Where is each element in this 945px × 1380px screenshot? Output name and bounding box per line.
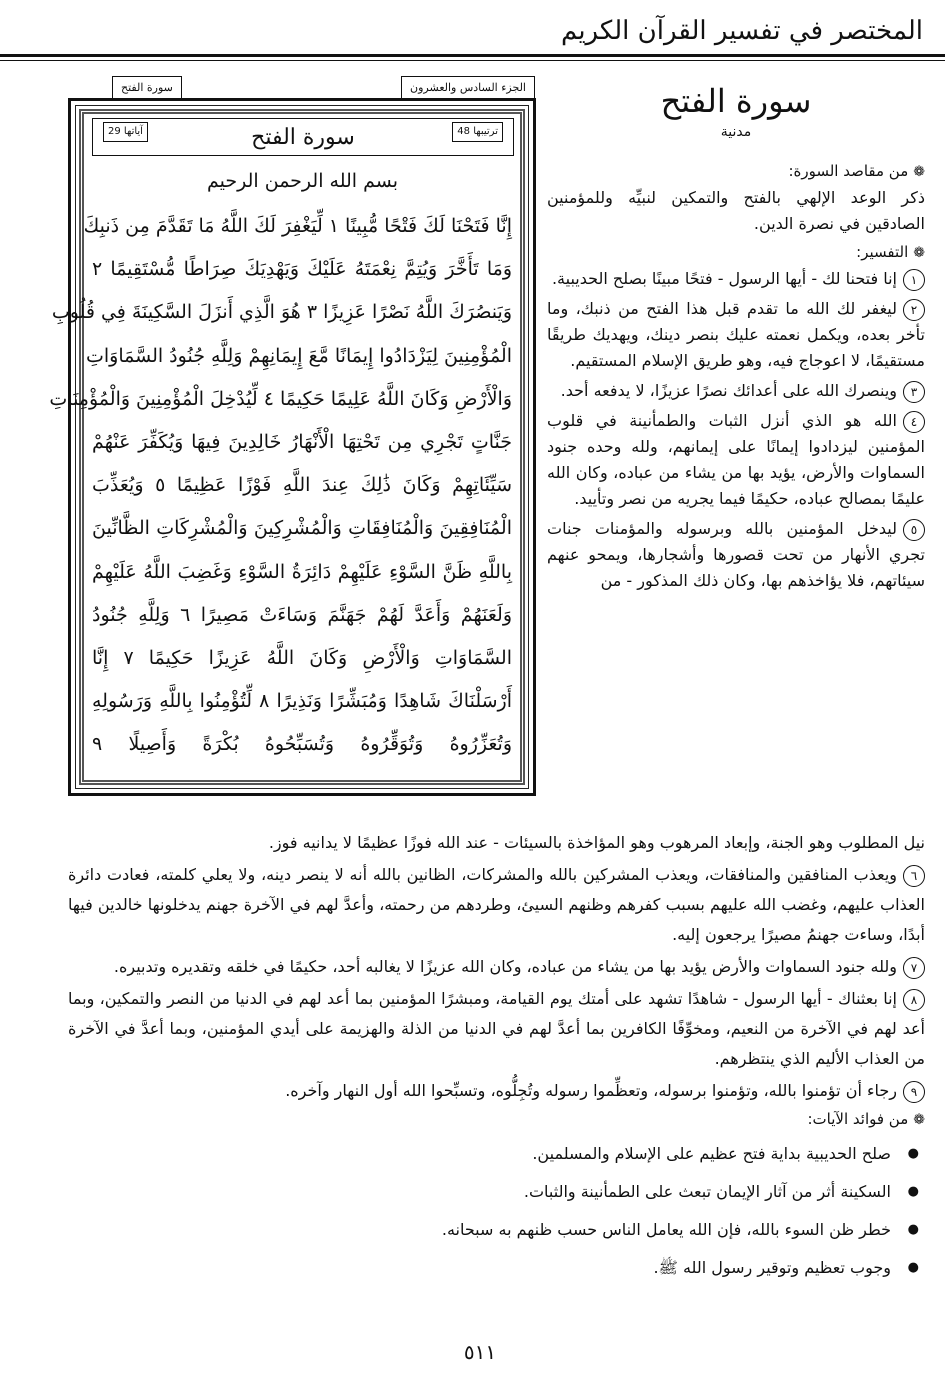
flower-icon: ❁ — [913, 245, 925, 261]
ayah-number: ١ — [903, 269, 925, 291]
tafsir-item — [68, 1076, 925, 1106]
ayah-line: جَنَّاتٍ تَجْرِي مِن تَحْتِهَا الْأَنْهَارُ خَالِدِينَ فِيهَا وَيُكَفِّرَ عَنْهُمْ — [92, 431, 512, 454]
ayah-number: ٧ — [903, 957, 925, 979]
tafsir-item — [68, 952, 925, 982]
list-item: ● السكينة أثر من آثار الإيمان تبعث على الطمأنينة والثبات. — [68, 1177, 925, 1207]
tafsir-item — [547, 408, 925, 512]
ayah-number: ٦ — [903, 865, 925, 887]
flower-icon: ❁ — [913, 1112, 925, 1128]
ayah-line: إِنَّا فَتَحْنَا لَكَ فَتْحًا مُّبِينًا ١ لِّيَغْفِرَ لَكَ اللَّهُ مَا تَقَدَّمَ مِن ذَنبِكَ — [83, 215, 512, 237]
ayah-line: بِاللَّهِ ظَنَّ السَّوْءِ عَلَيْهِمْ دَائِرَةُ السَّوْءِ وَغَضِبَ اللَّهُ عَلَيْهِمْ — [92, 560, 512, 583]
header-rule-thin — [0, 60, 945, 61]
ayah-line: سَيِّئَاتِهِمْ وَكَانَ ذَٰلِكَ عِندَ اللَّهِ فَوْزًا عَظِيمًا ٥ وَيُعَذِّبَ — [92, 474, 512, 497]
tafsir-text: ليدخل المؤمنين بالله وبرسوله والمؤمنات جنات تجري الأنهار من تحت قصورها وأشجارها، ويمحو عنهم سيئاتهم، فلا يؤاخذهم بها، وكان ذلك المذكور - من — [547, 519, 925, 590]
quran-text — [49, 205, 512, 767]
ayah-number: ٢ — [903, 299, 925, 321]
tafsir-item — [68, 860, 925, 950]
tafsir-item — [68, 828, 925, 858]
tafsir-heading — [547, 241, 925, 264]
tafsir-text: الله هو الذي أنزل الثبات والطمأنينة في قلوب المؤمنين ليزدادوا إيمانًا على إيمانهم، ولله وحده جنود السماوات والأرض، يؤيد بها من يشاء من عباده، وكان الله عليمًا بمصالح عباده، حكيمًا فيما يجريه من نصر وتأييد. — [547, 411, 925, 508]
surah-header-band — [92, 118, 514, 156]
ayah-number: ٣ — [903, 381, 925, 403]
purposes-heading-text: من مقاصد السورة: — [788, 162, 909, 180]
surah-title: سورة الفتح — [660, 82, 812, 120]
tafsir-item — [547, 516, 925, 594]
list-item: ● خطر ظن السوء بالله، فإن الله يعامل الناس حسب ظنهم به سبحانه. — [68, 1215, 925, 1245]
list-item: ● وجوب تعظيم وتوقير رسول الله ﷺ. — [68, 1253, 925, 1283]
benefits-list — [68, 1139, 925, 1283]
ayah-line: وَيَنصُرَكَ اللَّهُ نَصْرًا عَزِيزًا ٣ هُوَ الَّذِي أَنزَلَ السَّكِينَةَ فِي قُلُوبِ — [51, 301, 512, 324]
tafsir-text: وينصرك الله على أعدائك نصرًا عزيزًا، لا يدفعه أحد. — [560, 381, 897, 400]
flower-icon: ❁ — [913, 164, 925, 180]
list-item: ● صلح الحديبية بداية فتح عظيم على الإسلام والمسلمين. — [68, 1139, 925, 1169]
page-header — [0, 0, 945, 70]
ayah-number: ٨ — [903, 989, 925, 1011]
surah-label: سورة الفتح — [112, 76, 182, 100]
tafsir-text: ويعذب المنافقين والمنافقات، ويعذب المشركين بالله والمشركات، الظانين بالله أنه لا ينصر دينه، ولا يعلي كلمته، فعادت دائرة العذاب عليهم، وغضب الله عليهم بسبب كفرهم وظنهم السيئ، وطردهم من رحمته، وأعدَّ لهم في الآخرة جهنم يدخلونها خالدين فيها أبدًا، وساءت جهنمُ مصيرًا يرجعون إليه. — [68, 865, 925, 944]
benefits-heading-text: من فوائد الآيات: — [807, 1110, 909, 1128]
surah-type: مدنية — [720, 124, 752, 140]
ayah-number: ٤ — [903, 411, 925, 433]
page-number: ٥١١ — [463, 1340, 497, 1364]
tafsir-text: نيل المطلوب وهو الجنة، وإبعاد المرهوب وهو المؤاخذة بالسيئات - عند الله فوزًا عظيمًا لا يدانيه فوز. — [268, 833, 925, 852]
ayah-line: السَّمَاوَاتِ وَالْأَرْضِ وَكَانَ اللَّهُ عَزِيزًا حَكِيمًا ٧ إِنَّا — [92, 647, 512, 670]
ayah-number: ٥ — [903, 519, 925, 541]
ayah-line: وَلَعَنَهُمْ وَأَعَدَّ لَهُمْ جَهَنَّمَ وَسَاءَتْ مَصِيرًا ٦ وَلِلَّهِ جُنُودُ — [92, 603, 512, 626]
ayah-line: وَتُعَزِّرُوهُ وَتُوَقِّرُوهُ وَتُسَبِّحُوهُ بُكْرَةً وَأَصِيلًا ٩ — [92, 733, 512, 756]
ayah-line: الْمُؤْمِنِينَ لِيَزْدَادُوا إِيمَانًا مَّعَ إِيمَانِهِمْ وَلِلَّهِ جُنُودُ السَّمَاوَاتِ — [86, 344, 512, 367]
ayah-line: الْمُنَافِقِينَ وَالْمُنَافِقَاتِ وَالْمُشْرِكِينَ وَالْمُشْرِكَاتِ الظَّانِّينَ — [92, 517, 512, 540]
tafsir-text: ليغفر لك الله ما تقدم قبل هذا الفتح من ذنبك، وما تأخر بعده، ويكمل نعمته عليك بنصر دينك، ويهديك طريقًا مستقيمًا، لا اعوجاج فيه، وهو طريق الإسلام المستقيم. — [547, 299, 925, 370]
surah-name: سورة الفتح — [251, 124, 355, 150]
tafsir-text: إنا فتحنا لك - أيها الرسول - فتحًا مبينًا بصلح الحديبية. — [551, 269, 897, 288]
benefits-heading — [68, 1108, 925, 1131]
tafsir-continuation — [68, 828, 925, 1291]
ayah-line: وَمَا تَأَخَّرَ وَيُتِمَّ نِعْمَتَهُ عَلَيْكَ وَيَهْدِيَكَ صِرَاطًا مُّسْتَقِيمًا ٢ — [92, 258, 512, 281]
book-title: المختصر في تفسير القرآن الكريم — [561, 16, 923, 46]
ayah-line: وَالْأَرْضِ وَكَانَ اللَّهُ عَلِيمًا حَكِيمًا ٤ لِّيُدْخِلَ الْمُؤْمِنِينَ وَالْمُؤْمِنَاتِ — [49, 387, 512, 410]
tafsir-item — [68, 984, 925, 1074]
tafsir-item — [547, 296, 925, 374]
ayat-count-label: آياتها 29 — [103, 122, 148, 142]
header-rule — [0, 54, 945, 57]
intro-column — [547, 80, 925, 598]
tafsir-heading-text: التفسير: — [856, 243, 909, 261]
purposes-text: ذكر الوعد الإلهي بالفتح والتمكين لنبيِّه وللمؤمنين الصادقين في نصرة الدين. — [547, 188, 925, 233]
ayah-line: أَرْسَلْنَاكَ شَاهِدًا وَمُبَشِّرًا وَنَذِيرًا ٨ لِّتُؤْمِنُوا بِاللَّهِ وَرَسُولِهِ — [92, 690, 512, 713]
tafsir-text: رجاء أن تؤمنوا بالله، وتؤمنوا برسوله، وتعظِّموا رسوله وتُجِلُّوه، وتسبِّحوا الله أول النهار وآخره. — [285, 1081, 897, 1100]
order-label: ترتيبها 48 — [452, 122, 503, 142]
basmala: بسم الله الرحمن الرحيم — [207, 170, 398, 192]
tafsir-text: ولله جنود السماوات والأرض يؤيد بها من يشاء من عباده، وكان الله عزيزًا لا يغالبه أحد، حكيمًا في خلقه وتقديره وتدبيره. — [113, 957, 897, 976]
ayah-number: ٩ — [903, 1081, 925, 1103]
tafsir-text: إنا بعثناك - أيها الرسول - شاهدًا تشهد على أمتك يوم القيامة، ومبشرًا المؤمنين بما أعد لهم في الدنيا من النصر والتمكين، وبما أعد لهم في الآخرة من النعيم، ومخوِّفًا الكافرين بما أعدَّ لهم في الدنيا من الذلة والهزيمة على أيدي المؤمنين، وبما أعدَّ في الآخرة من العذاب الأليم الذي ينتظرهم. — [68, 989, 925, 1068]
tafsir-item — [547, 266, 925, 292]
purposes-heading — [547, 160, 925, 183]
part-label: الجزء السادس والعشرون — [401, 76, 535, 100]
tafsir-item — [547, 378, 925, 404]
